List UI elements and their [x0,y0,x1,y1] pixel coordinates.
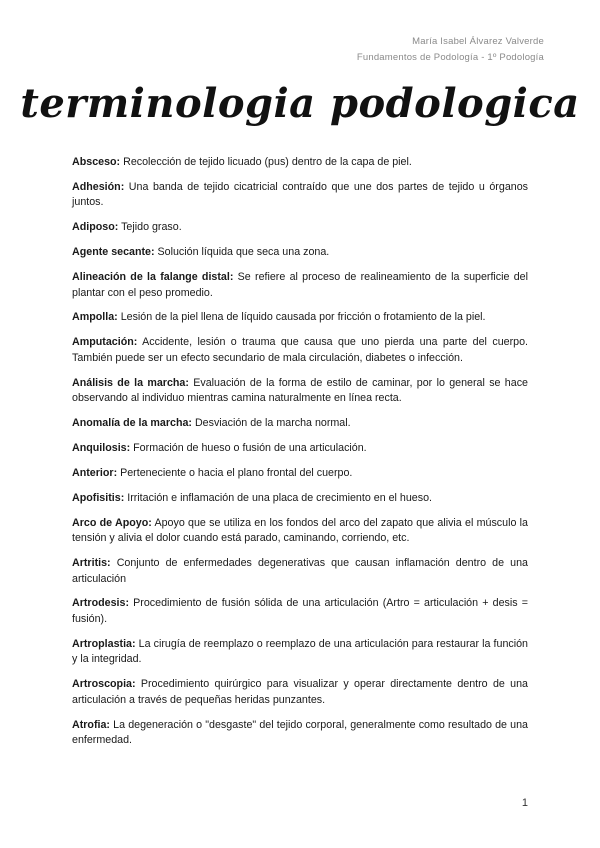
glossary-term: Alineación de la falange distal: [72,271,234,284]
glossary-term: Anquilosis: [72,442,131,455]
glossary-term: Adhesión: [72,180,125,193]
glossary-term: Atrofia: [72,718,110,731]
glossary-definition: Procedimiento de fusión sólida de una articulación (Artro = articulación + desis = fusión). [72,597,528,625]
glossary-definition: Evaluación de la forma de estilo de caminar, por lo general se hace observando al individuo mientras camina naturalmente en línea recta. [72,376,528,405]
glossary-entry [72,155,528,171]
glossary-definition: Tejido graso. [118,221,182,234]
glossary-definition: Irritación e inflamación de una placa de crecimiento en el hueso. [124,491,432,504]
glossary-entry [72,220,528,236]
glossary-definition: Se refiere al proceso de realineamiento de la superficie del plantar con el peso promedio. [72,271,528,299]
glossary-definition: Una banda de tejido cicatricial contraído que une dos partes de tejido u órganos juntos. [72,180,528,209]
glossary-list [72,155,528,758]
glossary-term: Arco de Apoyo: [72,516,152,529]
glossary-term: Ampolla: [72,311,118,324]
glossary-definition: La cirugía de reemplazo o reemplazo de una articulación para restaurar la función y la integridad. [72,637,528,666]
glossary-term: Anterior: [72,466,118,479]
glossary-entry [72,310,528,326]
glossary-entry [72,596,528,627]
glossary-term: Artrodesis: [72,597,130,610]
glossary-entry [72,556,528,587]
glossary-term: Absceso: [72,156,121,168]
glossary-term: Amputación: [72,336,138,349]
glossary-term: Artritis: [72,557,111,570]
glossary-definition: Accidente, lesión o trauma que causa que uno pierda una parte del cuerpo. También puede ser un efecto secundario de mala circulación, diabetes o infección. [72,336,528,364]
glossary-entry [72,516,528,547]
glossary-entry [72,270,528,301]
glossary-entry [72,376,528,407]
glossary-definition: Recolección de tejido licuado (pus) dentro de la capa de piel. [120,156,412,168]
glossary-term: Adiposo: [72,221,119,234]
page-header [357,34,544,66]
glossary-term: Agente secante: [72,246,155,259]
glossary-term: Apofisitis: [72,491,125,504]
glossary-entry [72,245,528,261]
glossary-term: Anomalía de la marcha: [72,417,192,430]
glossary-definition: Perteneciente o hacia el plano frontal del cuerpo. [117,466,353,479]
glossary-entry [72,335,528,366]
header-course: Fundamentos de Podología - 1º Podología [356,52,544,63]
glossary-definition: La degeneración o "desgaste" del tejido corporal, generalmente como resultado de una enfermedad. [72,718,528,747]
glossary-entry [72,637,528,668]
glossary-entry [72,180,528,211]
glossary-entry [72,466,528,482]
glossary-definition: Desviación de la marcha normal. [191,417,351,430]
glossary-entry [72,718,528,749]
glossary-entry [72,491,528,507]
glossary-definition: Lesión de la piel llena de líquido causada por fricción o frotamiento de la piel. [117,311,486,324]
glossary-definition: Procedimiento quirúrgico para visualizar y operar directamente dentro de una articulación a través de pequeñas heridas punzantes. [72,678,528,706]
glossary-definition: Solución líquida que seca una zona. [154,246,330,259]
glossary-entry [72,441,528,457]
header-author: María Isabel Álvarez Valverde [412,36,544,47]
glossary-term: Artroplastia: [72,637,136,650]
glossary-definition: Apoyo que se utiliza en los fondos del arco del zapato que alivia el músculo la tensión y alivia el dolor cuando está parado, caminando, corriendo, etc. [72,516,528,545]
glossary-term: Análisis de la marcha: [72,376,189,389]
glossary-definition: Conjunto de enfermedades degenerativas que causan inflamación dentro de una articulación [72,557,528,585]
glossary-entry [72,416,528,432]
page-title: terminologia podologica [20,80,580,127]
glossary-definition: Formación de hueso o fusión de una articulación. [130,442,367,455]
glossary-term: Artroscopia: [72,678,136,691]
glossary-entry [72,677,528,708]
page-number: 1 [521,797,528,809]
